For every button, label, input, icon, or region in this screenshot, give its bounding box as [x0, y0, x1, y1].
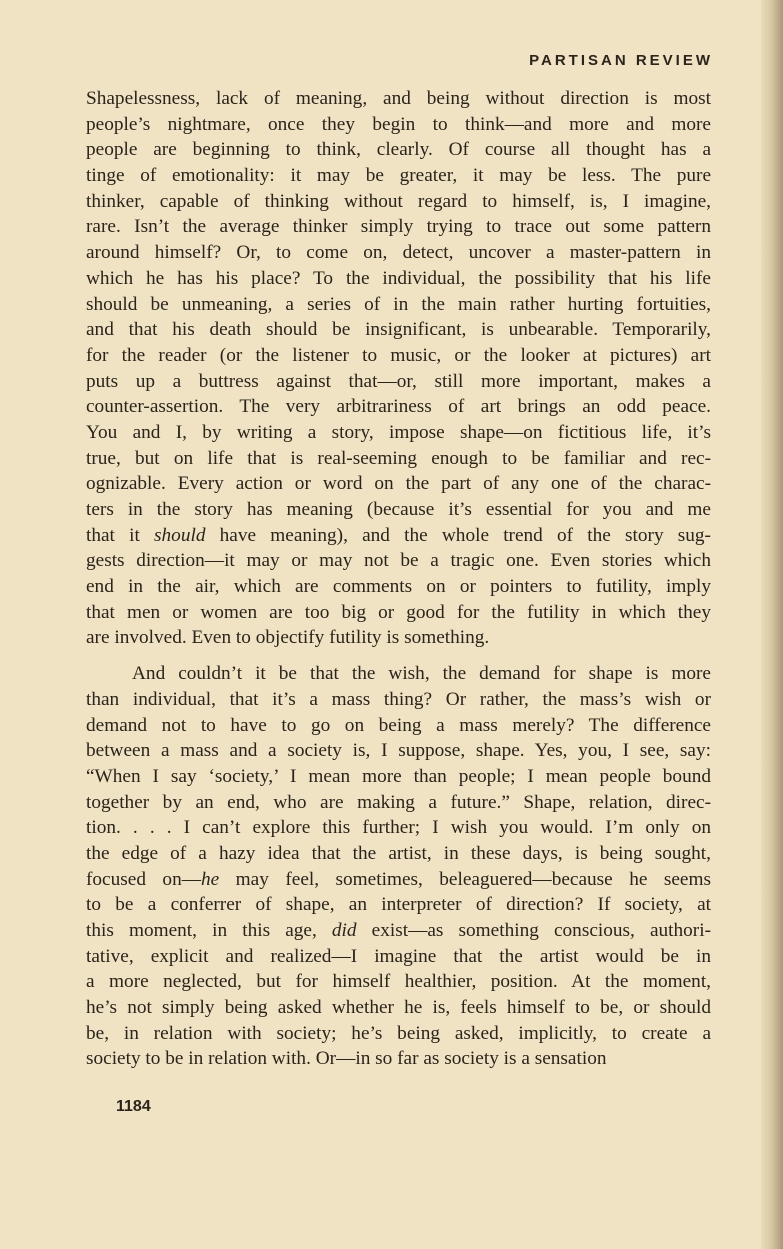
page-edge-shadow: [761, 0, 783, 1249]
text-line: people’s nightmare, once they begin to think—and more and more: [86, 113, 711, 135]
text-line: tion. . . . I can’t explore this further; I wish you would. I’m only on: [86, 817, 711, 839]
text-line: gests direction—it may or may not be a tragic one. Even stories which: [86, 550, 711, 572]
text-line: around himself? Or, to come on, detect, uncover a master-pattern in: [86, 242, 711, 264]
text-line: for the reader (or the listener to music, or the looker at pictures) art: [86, 344, 711, 366]
text-line: people are beginning to think, clearly. Of course all thought has a: [86, 139, 711, 161]
emphasis: he: [201, 868, 220, 890]
body-text: [86, 86, 711, 1072]
emphasis: should: [154, 524, 206, 546]
page-number: 1184: [116, 1098, 151, 1115]
running-head: PARTISAN REVIEW: [529, 52, 713, 69]
text-line: tative, explicit and realized—I imagine that the artist would be in: [86, 945, 711, 967]
text-line: the edge of a hazy idea that the artist, in these days, is being sought,: [86, 842, 711, 864]
text-line: to be a conferrer of shape, an interpreter of direction? If society, at: [86, 894, 711, 916]
text-line: thinker, capable of thinking without regard to himself, is, I imagine,: [86, 190, 711, 212]
text-line: Shapelessness, lack of meaning, and being without direction is most: [86, 88, 711, 109]
text-line: end in the air, which are comments on or pointers to futility, imply: [86, 576, 711, 598]
text-line: ognizable. Every action or word on the part of any one of the charac-: [86, 473, 711, 495]
text-line: he’s not simply being asked whether he is, feels himself to be, or should: [86, 997, 711, 1019]
emphasis: did: [331, 920, 357, 941]
text-line: be, in relation with society; he’s being asked, implicitly, to create a: [86, 1022, 711, 1044]
text-line: which he has his place? To the individual, the possibility that his life: [86, 267, 711, 289]
text-line: “When I say ‘society,’ I mean more than people; I mean people bound: [86, 765, 711, 787]
text-line: and that his death should be insignificant, is unbearable. Temporarily,: [86, 319, 711, 341]
text-line: between a mass and a society is, I suppose, shape. Yes, you, I see, say:: [86, 740, 711, 762]
text-line: ters in the story has meaning (because it’s essential for you and me: [86, 499, 711, 520]
paragraph: [86, 86, 711, 651]
text-line: You and I, by writing a story, impose shape—on fictitious life, it’s: [86, 421, 711, 443]
text-line: focused on—he may feel, sometimes, beleaguered—because he seems: [86, 868, 711, 890]
text-line: tinge of emotionality: it may be greater, it may be less. The pure: [86, 165, 711, 187]
paragraph: [86, 661, 711, 1072]
text-line: demand not to have to go on being a mass merely? The difference: [86, 714, 711, 736]
text-line: together by an end, who are making a future.” Shape, relation, direc-: [86, 791, 711, 813]
text-line: a more neglected, but for himself healthier, position. At the moment,: [86, 971, 711, 993]
text-line: should be unmeaning, a series of in the main rather hurting fortuities,: [86, 293, 711, 315]
text-line: are involved. Even to objectify futility is something.: [86, 627, 490, 649]
text-line: that it should have meaning), and the whole trend of the story sug-: [86, 524, 711, 546]
paragraph-gap: [86, 651, 711, 661]
text-line: counter-assertion. The very arbitrariness of art brings an odd peace.: [86, 396, 711, 418]
text-line: this moment, in this age, did exist—as something conscious, authori-: [86, 920, 711, 941]
text-line: true, but on life that is real-seeming enough to be familiar and rec-: [86, 447, 711, 469]
text-line: And couldn’t it be that the wish, the demand for shape is more: [132, 663, 711, 685]
text-line: society to be in relation with. Or—in so far as society is a sensation: [86, 1048, 607, 1070]
text-line: that men or women are too big or good for the futility in which they: [86, 601, 711, 623]
text-line: puts up a buttress against that—or, still more important, makes a: [86, 370, 711, 392]
text-line: than individual, that it’s a mass thing? Or rather, the mass’s wish or: [86, 688, 711, 710]
text-line: rare. Isn’t the average thinker simply trying to trace out some pattern: [86, 216, 711, 238]
